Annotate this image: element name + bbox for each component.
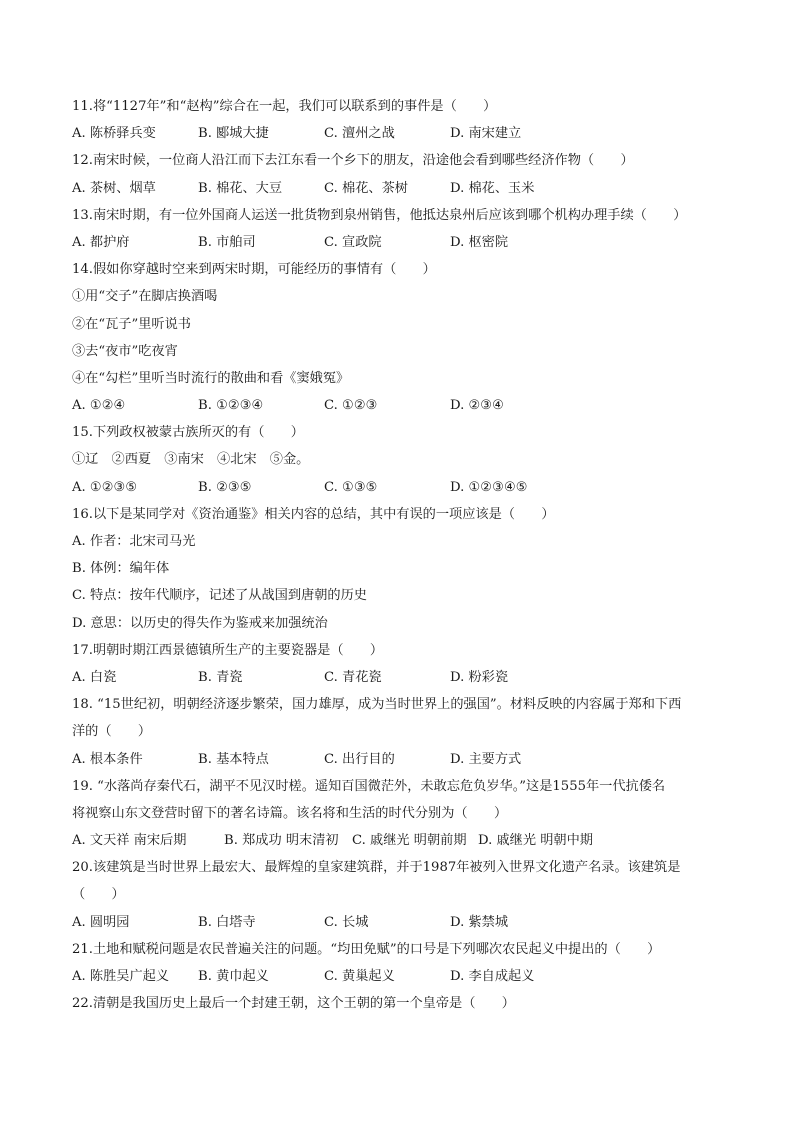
option-b: B. 郑成功 明末清初: [224, 833, 339, 849]
option-a: A. ①②③⑤: [72, 479, 138, 495]
question-19-stem-line-2: 将视察山东文登营时留下的著名诗篇。该名将和生活的时代分别为（ ）: [72, 805, 508, 821]
question-11-options: [72, 120, 732, 147]
option-d: D. 李自成起义: [450, 969, 535, 984]
question-14-item-3: ③去“夜市”吃夜宵: [72, 343, 178, 359]
question-14-item-4: ④在“勾栏”里听当时流行的散曲和看《窦娥冤》: [72, 370, 350, 386]
option-d: D. ②③④: [450, 398, 504, 414]
question-12-options: [72, 175, 732, 202]
option-c: C. 出行目的: [324, 751, 395, 767]
option-c: C. 宣政院: [324, 234, 382, 250]
question-12-stem: 12.南宋时候，一位商人沿江而下去江东看一个乡下的朋友，沿途他会看到哪些经济作物（ ）: [72, 153, 634, 169]
question-18-stem-line-1: 18. “15世纪初，明朝经济逐步繁荣，国力雄厚，成为当时世界上的强国”。材料反映的内容属于郑和下西: [72, 697, 682, 713]
question-19-options: [72, 827, 732, 854]
option-a: A. 文天祥 南宋后期: [72, 833, 187, 849]
option-c: C. ①②③: [324, 398, 378, 414]
option-c: C. 黄巢起义: [324, 969, 395, 984]
question-list: [72, 93, 732, 1017]
question-22-stem: 22.清朝是我国历史上最后一个封建王朝，这个王朝的第一个皇帝是（ ）: [72, 996, 515, 1012]
question-19-stem-line-1: 19. “水落尚存秦代石，湖平不见汉时槎。遥知百国微茫外，未敢忘危负岁华。”这是1555年一代抗倭名: [72, 778, 666, 794]
question-14-stem: 14.假如你穿越时空来到两宋时期，可能经历的事情有（ ）: [72, 262, 436, 278]
option-d: D. 枢密院: [450, 234, 509, 250]
option-a: A. 陈桥驿兵变: [72, 126, 156, 142]
question-21-options: [72, 963, 732, 990]
option-a: A. 根本条件: [72, 751, 143, 767]
option-a: A. 都护府: [72, 234, 130, 250]
option-c: C. 戚继光 明朝前期: [352, 833, 467, 849]
option-d: D. 粉彩瓷: [450, 669, 509, 685]
option-d: D. 南宋建立: [450, 126, 522, 142]
option-d: D. 意思：以历史的得失作为鉴戒来加强统治: [72, 615, 328, 631]
option-d: D. 棉花、玉米: [450, 180, 535, 196]
question-13-options: [72, 229, 732, 256]
option-a: A. 茶树、烟草: [72, 180, 156, 196]
option-c: C. 特点：按年代顺序，记述了从战国到唐朝的历史: [72, 588, 367, 604]
option-d: D. ①②③④⑤: [450, 479, 528, 495]
option-a: A. 作者：北宋司马光: [72, 534, 196, 549]
option-b: B. 市舶司: [198, 234, 256, 250]
question-21-stem: 21.土地和赋税问题是农民普遍关注的问题。“均田免赋”的口号是下列哪次农民起义中提出的（ ）: [72, 941, 661, 957]
option-b: B. 棉花、大豆: [198, 180, 283, 196]
option-c: C. 澶州之战: [324, 126, 395, 142]
option-a: A. 圆明园: [72, 914, 130, 930]
option-c: C. 青花瓷: [324, 669, 382, 685]
option-c: C. 长城: [324, 914, 369, 930]
option-b: B. 体例：编年体: [72, 561, 170, 577]
option-a: A. 陈胜吴广起义: [72, 969, 170, 984]
option-b: B. 郾城大捷: [198, 126, 269, 142]
option-c: C. ①③⑤: [324, 479, 378, 495]
question-14-item-1: ①用“交子”在脚店换酒喝: [72, 289, 218, 305]
option-b: B. ②③⑤: [198, 479, 252, 495]
question-20-options: [72, 909, 732, 936]
question-15-stem: 15.下列政权被蒙古族所灭的有（ ）: [72, 425, 304, 441]
question-15-item-1: ①辽 ②西夏 ③南宋 ④北宋 ⑤金。: [72, 452, 310, 468]
question-17-stem: 17.明朝时期江西景德镇所生产的主要瓷器是（ ）: [72, 642, 384, 658]
option-a: A. ①②④: [72, 398, 126, 414]
option-d: D. 紫禁城: [450, 914, 509, 930]
question-15-options: [72, 474, 732, 501]
question-11-stem: 11.将“1127年”和“赵构”综合在一起，我们可以联系到的事件是（ ）: [72, 99, 497, 114]
option-b: B. 青瓷: [198, 669, 243, 685]
question-20-stem-line-1: 20.该建筑是当时世界上最宏大、最辉煌的皇家建筑群，并于1987年被列入世界文化遗产名录。该建筑是: [72, 860, 681, 876]
question-14-item-2: ②在“瓦子”里听说书: [72, 316, 191, 332]
option-d: D. 主要方式: [450, 751, 522, 767]
option-b: B. 基本特点: [198, 751, 269, 767]
question-14-options: [72, 392, 732, 419]
question-18-stem-line-2: 洋的（ ）: [72, 724, 152, 740]
option-c: C. 棉花、茶树: [324, 180, 408, 196]
question-13-stem: 13.南宋时期，有一位外国商人运送一批货物到泉州销售，他抵达泉州后应该到哪个机构办理手续（ ）: [72, 207, 687, 223]
question-18-options: [72, 746, 732, 773]
question-16-stem: 16.以下是某同学对《资治通鉴》相关内容的总结，其中有误的一项应该是（ ）: [72, 506, 555, 522]
option-b: B. 黄巾起义: [198, 969, 269, 984]
option-b: B. ①②③④: [198, 398, 264, 414]
option-a: A. 白瓷: [72, 669, 117, 685]
question-20-stem-line-2: （ ）: [72, 887, 125, 903]
option-b: B. 白塔寺: [198, 914, 256, 930]
question-17-options: [72, 664, 732, 691]
option-d: D. 戚继光 明朝中期: [478, 833, 593, 849]
